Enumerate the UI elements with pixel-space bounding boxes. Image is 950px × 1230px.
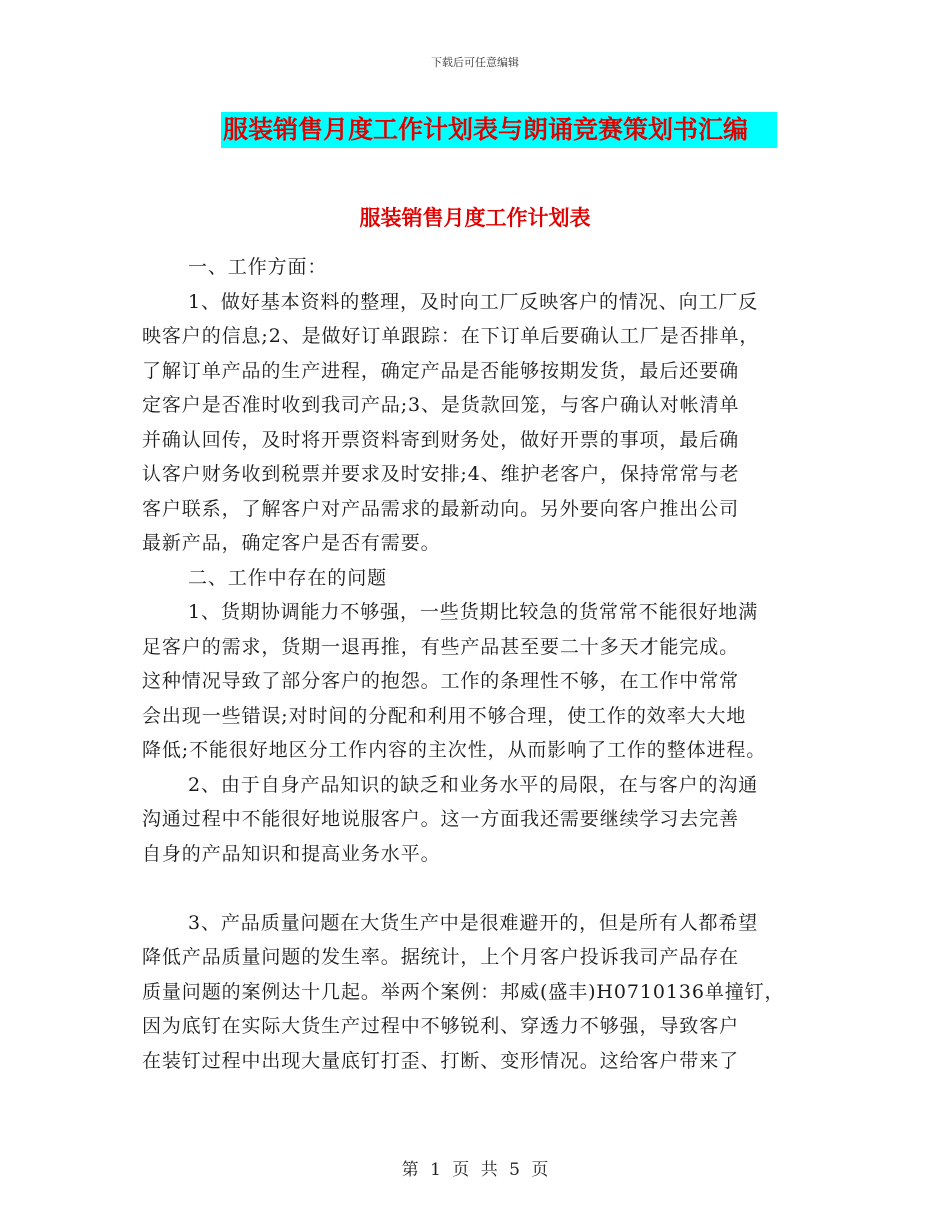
paragraph-line: 了解订单产品的生产进程，确定产品是否能够按期发货，最后还要确	[142, 359, 740, 382]
paragraph-line: 在装钉过程中出现大量底钉打歪、打断、变形情况。这给客户带来了	[142, 1049, 740, 1072]
paragraph-line: 映客户的信息;2、是做好订单跟踪：在下订单后要确认工厂是否排单，	[142, 325, 760, 347]
paragraph-line: 沟通过程中不能很好地说服客户。这一方面我还需要继续学习去完善	[142, 808, 740, 830]
paragraph-line: 降低;不能很好地区分工作内容的主次性，从而影响了工作的整体进程。	[142, 739, 767, 761]
paragraph-line: 一、工作方面：	[188, 256, 328, 278]
paragraph-line: 降低产品质量问题的发生率。据统计，上个月客户投诉我司产品存在	[142, 946, 740, 968]
paragraph-line: 这种情况导致了部分客户的抱怨。工作的条理性不够，在工作中常常	[142, 670, 740, 692]
paragraph-line: 自身的产品知识和提高业务水平。	[142, 842, 441, 865]
paragraph-line: 认客户财务收到税票并要求及时安排;4、维护老客户，保持常常与老	[142, 463, 740, 485]
paragraph-line: 足客户的需求，货期一退再推，有些产品甚至要二十多天才能完成。	[142, 635, 740, 658]
paragraph-line: 并确认回传，及时将开票资料寄到财务处，做好开票的事项，最后确	[142, 428, 740, 451]
paragraph-line: 1、货期协调能力不够强，一些货期比较急的货常常不能很好地满	[188, 601, 759, 623]
paragraph-line: 3、产品质量问题在大货生产中是很难避开的，但是所有人都希望	[188, 911, 759, 934]
document-body	[142, 250, 822, 1078]
paragraph-line: 二、工作中存在的问题	[188, 566, 388, 589]
paragraph-line: 因为底钉在实际大货生产过程中不够锐利、穿透力不够强，导致客户	[142, 1015, 740, 1037]
paragraph-line: 定客户是否准时收到我司产品;3、是货款回笼，与客户确认对帐清单	[142, 394, 740, 416]
paragraph-line: 2、由于自身产品知识的缺乏和业务水平的局限，在与客户的沟通	[188, 773, 759, 796]
sub-title: 服装销售月度工作计划表	[359, 206, 591, 230]
main-title: 服装销售月度工作计划表与朗诵竞赛策划书汇编	[221, 112, 777, 148]
header-note: 下载后可任意编辑	[431, 56, 519, 69]
paragraph-line: 1、做好基本资料的整理，及时向工厂反映客户的情况、向工厂反	[188, 290, 759, 313]
paragraph-line: 客户联系，了解客户对产品需求的最新动向。另外要向客户推出公司	[142, 497, 740, 520]
paragraph-line: 最新产品，确定客户是否有需要。	[142, 532, 441, 554]
paragraph-line	[142, 871, 822, 906]
paragraph-line: 质量问题的案例达十几起。举两个案例：邦威(盛丰)H0710136单撞钉，	[142, 980, 785, 1003]
paragraph-line: 会出现一些错误;对时间的分配和利用不够合理，使工作的效率大大地	[142, 704, 747, 727]
page-footer: 第 1 页 共 5 页	[401, 1160, 549, 1180]
